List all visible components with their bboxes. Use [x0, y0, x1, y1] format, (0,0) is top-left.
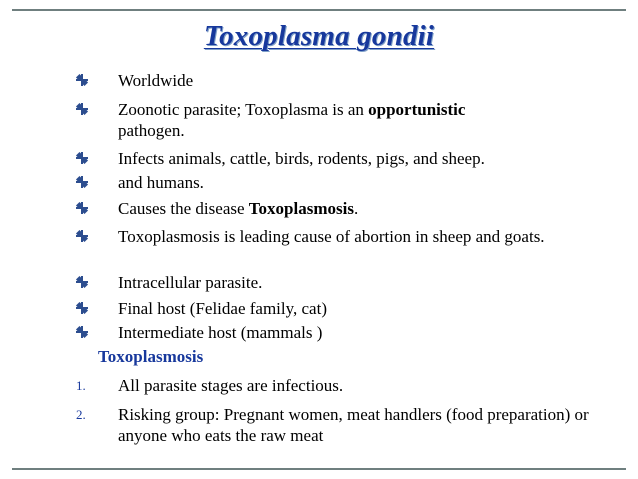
- bottom-rule: [12, 468, 626, 470]
- section-subheading: Toxoplasmosis: [98, 347, 204, 366]
- bullet-diamond-icon: [76, 99, 88, 120]
- bullet-item: [118, 99, 598, 141]
- bullet-item: Worldwide: [118, 71, 194, 90]
- bullet-item: and humans.: [118, 173, 204, 192]
- bullet-item: Final host (Felidae family, cat): [118, 299, 327, 318]
- bullet-bold-term: Toxoplasmosis: [248, 199, 354, 218]
- list-number: 1.: [76, 378, 86, 393]
- slide-title: Toxoplasma gondii: [203, 20, 435, 52]
- bullet-diamond-icon: [76, 172, 88, 193]
- numbered-item: Risking group: Pregnant women, meat handlers (food preparation) or anyone who eats the raw meat: [118, 405, 589, 445]
- bullet-text: Causes the disease: [118, 199, 249, 218]
- bullet-item: Intermediate host (mammals ): [118, 323, 323, 342]
- bullet-text: Zoonotic parasite; Toxoplasma is an: [118, 100, 369, 119]
- bullet-diamond-icon: [76, 298, 88, 319]
- bullet-text-tail: .: [353, 199, 359, 218]
- bullet-item: Infects animals, cattle, birds, rodents, pigs, and sheep.: [118, 149, 485, 168]
- bullet-item: Intracellular parasite.: [118, 273, 263, 292]
- bullet-diamond-icon: [76, 226, 88, 247]
- top-rule: [12, 9, 626, 11]
- bullet-diamond-icon: [76, 198, 88, 219]
- numbered-item: All parasite stages are infectious.: [118, 376, 344, 395]
- bullet-diamond-icon: [76, 148, 88, 169]
- bullet-item: Toxoplasmosis is leading cause of abortion in sheep and goats.: [118, 227, 545, 246]
- bullet-text-continued: pathogen.: [118, 121, 185, 140]
- bullet-item: [118, 198, 598, 219]
- bullet-bold-term: opportunistic: [368, 100, 466, 119]
- bullet-diamond-icon: [76, 322, 88, 343]
- list-number: 2.: [76, 407, 86, 422]
- bullet-diamond-icon: [76, 70, 88, 91]
- bullet-diamond-icon: [76, 272, 88, 293]
